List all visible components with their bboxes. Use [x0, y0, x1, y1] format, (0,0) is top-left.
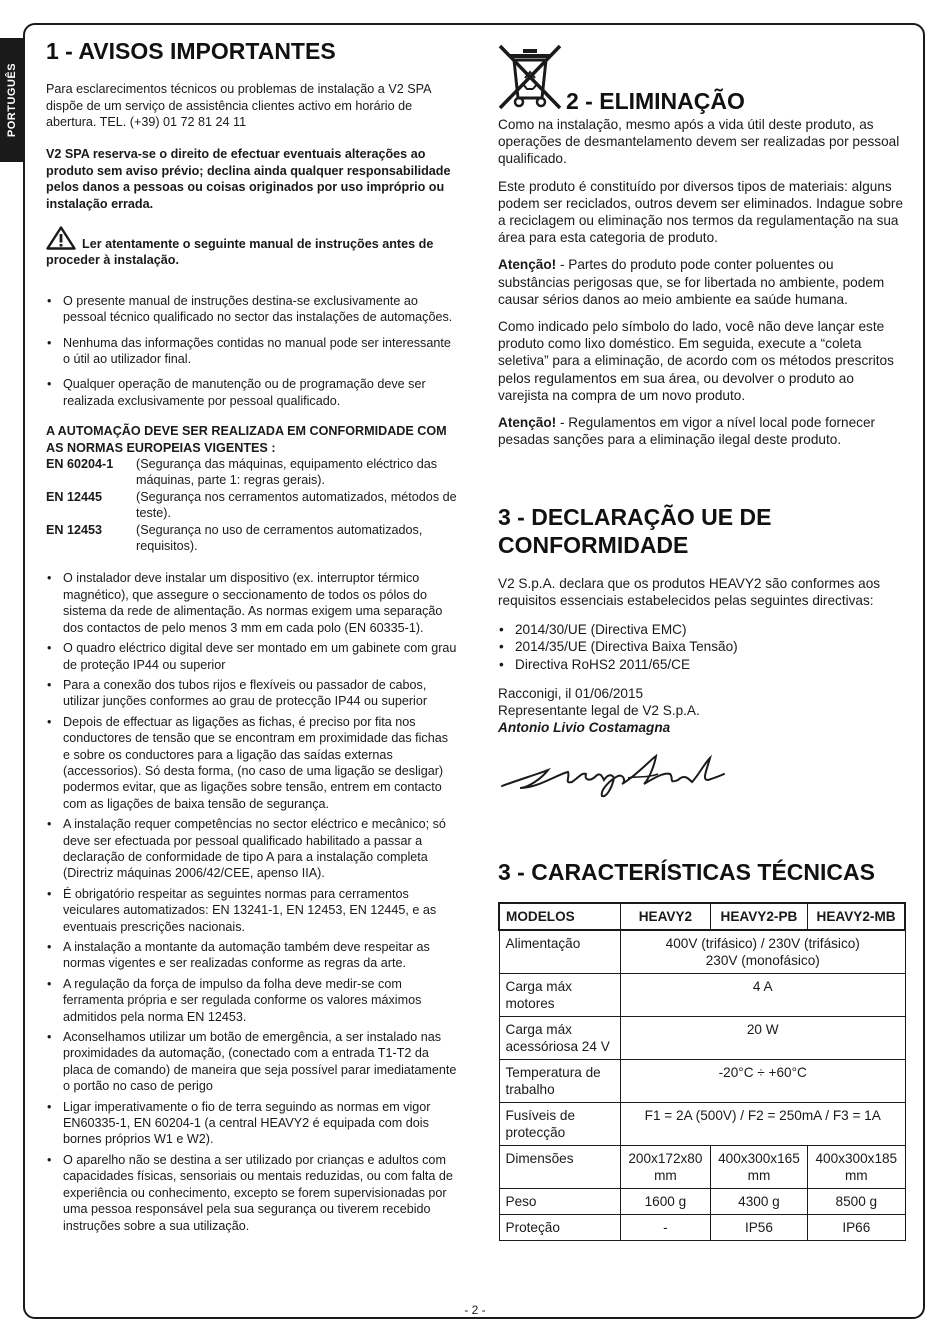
spec-value: 400x300x185 mm — [808, 1146, 905, 1189]
list-item: • A instalação requer competências no sector eléctrico e mecânico; só deve ser efectuada por pessoal qualificado habilitado a passar a declaração de conformidade de tipo A para a instalação completa (Directriz máquinas 2006/42/CEE, apenso IIA). — [46, 816, 458, 882]
right-column — [498, 44, 908, 1241]
specs-table — [498, 902, 906, 1241]
list-item: • Directiva RoHS2 2011/65/CE — [498, 656, 908, 673]
model-column-header: HEAVY2-MB — [808, 903, 905, 930]
list-item: • É obrigatório respeitar as seguintes normas para cerramentos veiculares automatizados: EN 13241-1, EN 12453, EN 12445, e as eventuais prescrições nacionais. — [46, 886, 458, 935]
language-tab — [0, 38, 23, 162]
warning-triangle-icon — [46, 226, 76, 250]
norms-heading: A AUTOMAÇÃO DEVE SER REALIZADA EM CONFORMIDADE COM AS NORMAS EUROPEIAS VIGENTES : — [46, 424, 447, 455]
list-item: • A regulação da força de impulso da folha deve medir-se com ferramenta própria e ser regulada conforme os valores máximos admitidos pela norma EN 12453. — [46, 976, 458, 1025]
list-item: • Aconselhamos utilizar um botão de emergência, a ser instalado nas proximidades da automação, (conectado com a entrada T1-T2 da placa de comando) de maneira que seja possível parar imediatamente o portão no caso de perigo — [46, 1029, 458, 1095]
model-column-header: HEAVY2 — [621, 903, 711, 930]
spec-value: IP56 — [710, 1215, 807, 1241]
standard-code: EN 12453 — [46, 522, 103, 537]
standards-list — [46, 456, 458, 554]
spec-value: 20 W — [621, 1017, 906, 1060]
spec-label: Fusíveis de protecção — [499, 1103, 621, 1146]
list-item: • Para a conexão dos tubos rijos e flexíveis ou passador de cabos, utilizar junções conformes ao grau de protecção IP44 ou superior — [46, 677, 458, 710]
list-item: • Ligar imperativamente o fio de terra seguindo as normas em vigor EN60335-1, EN 60204-1 (a central HEAVY2 é equipada com dois bornes próprios W1 e W2). — [46, 1099, 458, 1148]
spec-value: 200x172x80 mm — [621, 1146, 711, 1189]
standard-code: EN 60204-1 — [46, 457, 114, 472]
disposal-p2: Este produto é constituído por diversos tipos de materiais: alguns podem ser reciclados, outros devem ser eliminados. Indague sobre a reciclagem ou eliminação nos termos da regulamentação na sua área para esta categoria de produto. — [498, 178, 904, 246]
disposal-p1: Como na instalação, mesmo após a vida útil deste produto, as operações de desmantelamento devem ser realizadas por pessoal qualificado. — [498, 117, 900, 167]
spec-label: Peso — [499, 1189, 621, 1215]
model-column-header: HEAVY2-PB — [710, 903, 807, 930]
list-item: • O aparelho não se destina a ser utilizado por crianças e adultos com capacidades físicas, sensoriais ou mentais reduzidas, ou com falta de experiência ou conhecimento, excepto se forem supervisionadas por uma pessoa responsável pela sua segurança ou tiverem recebido instruções sobre a sua utilização. — [46, 1152, 458, 1234]
page-number: - 2 - — [464, 1303, 486, 1317]
list-item: • Qualquer operação de manutenção ou de programação deve ser realizada exclusivamente por pessoal qualificado. — [46, 376, 458, 409]
table-row — [499, 974, 905, 1017]
list-item: • Nenhuma das informações contidas no manual pode ser interessante o útil ao utilizador final. — [46, 335, 458, 368]
spec-value: F1 = 2A (500V) / F2 = 250mA / F3 = 1A — [621, 1103, 906, 1146]
read-warning — [46, 226, 458, 269]
attention-label: Atenção! — [498, 257, 557, 273]
reserve-paragraph: V2 SPA reserva-se o direito de efectuar eventuais alterações ao produto sem aviso prévio; declina ainda qualquer responsabilidade pelos danos a pessoas ou coisas originados por uso impróprio ou instalação errada. — [46, 147, 451, 211]
signatory-name: Antonio Livio Costamagna — [498, 720, 671, 736]
disposal-p4: Como indicado pelo símbolo do lado, você não deve lançar este produto como lixo doméstico. Em seguida, execute a “coleta seletiva” para a eliminação, de acordo com os métodos prescritos pelos regulamentos em sua área, ou devolver o produto ao varejista na compra de um novo produto. — [498, 319, 894, 403]
table-row — [499, 1017, 905, 1060]
place-date: Racconigi, il 01/06/2015 — [498, 685, 644, 701]
standard-description: (Segurança das máquinas, equipamento eléctrico das máquinas, parte 1: regras gerais). — [136, 457, 438, 488]
standard-row — [46, 489, 458, 522]
models-header: MODELOS — [499, 903, 621, 930]
table-row — [499, 1103, 905, 1146]
section-2-title: 2 - ELIMINAÇÃO — [566, 88, 745, 114]
declaration-intro: V2 S.p.A. declara que os produtos HEAVY2 são conformes aos requisitos essenciais estabelecidos pelas seguintes directivas: — [498, 575, 881, 608]
list-item: • O instalador deve instalar um dispositivo (ex. interruptor térmico magnético), que assegure o seccionamento de todos os pólos do sistema da rede de alimentação. As normas exigem uma separação dos contactos de pelo menos 3 mm em cada polo (EN 60335-1). — [46, 570, 458, 636]
disposal-p3: Atenção! - Partes do produto pode conter poluentes ou substâncias perigosas que, se for libertada no ambiente, podem causar sérios danos ao meio ambiente ea saúde humana. — [498, 257, 885, 307]
table-row — [499, 1215, 905, 1241]
list-item: • O presente manual de instruções destina-se exclusivamente ao pessoal técnico qualificado no sector das instalações de automações. — [46, 293, 458, 326]
spec-value: 8500 g — [808, 1189, 905, 1215]
spec-label: Carga máx acessóriosa 24 V — [499, 1017, 621, 1060]
spec-value: - — [621, 1215, 711, 1241]
list-item: • Depois de effectuar as ligações as fichas, é preciso por fita nos conductores de tensão que se encontram em proximidade das fichas e sobre os conductores para a ligação das saídas externas (accessorios). Só desta forma, (no caso de uma ligação se desligar) podermos evitar, que as ligações sobre tensão, entrem em contacto com as ligações de baixa tensão de segurança. — [46, 714, 458, 812]
spec-value: 1600 g — [621, 1189, 711, 1215]
read-warning-text: Ler atentamente o seguinte manual de instruções antes de proceder à instalação. — [46, 236, 434, 268]
table-row — [499, 930, 905, 974]
spec-label: Carga máx motores — [499, 974, 621, 1017]
list-item: • O quadro eléctrico digital deve ser montado em um gabinete com grau de proteção IP44 ou superior — [46, 640, 458, 673]
spec-value: 400x300x165 mm — [710, 1146, 807, 1189]
crossed-out-bin-icon — [498, 44, 562, 110]
list-item: • A instalação a montante da automação também deve respeitar as normas vigentes e ser realizadas conforme as regras da arte. — [46, 939, 458, 972]
directives-list — [498, 621, 908, 673]
installation-notes-list — [46, 570, 458, 1233]
disposal-p5: Atenção! - Regulamentos em vigor a nível local pode fornecer pesadas sanções para a eliminação ilegal deste produto. — [498, 415, 876, 448]
spec-label: Alimentação — [499, 930, 621, 974]
handwritten-signature — [498, 744, 728, 804]
specs-header-row — [499, 903, 905, 930]
spec-label: Dimensões — [499, 1146, 621, 1189]
spec-value: -20°C ÷ +60°C — [621, 1060, 906, 1103]
spec-label: Temperatura de trabalho — [499, 1060, 621, 1103]
section-3-specs-title: 3 - CARACTERÍSTICAS TÉCNICAS — [498, 859, 875, 886]
standard-row — [46, 456, 458, 489]
disposal-header — [498, 44, 908, 116]
spec-value: IP66 — [808, 1215, 905, 1241]
list-item: • 2014/35/UE (Directiva Baixa Tensão) — [498, 638, 908, 655]
attention-label: Atenção! — [498, 415, 557, 431]
table-row — [499, 1146, 905, 1189]
standard-row — [46, 522, 458, 555]
section-3-declaration-title: 3 - DECLARAÇÃO UE DE CONFORMIDADE — [498, 504, 772, 558]
spec-label: Proteção — [499, 1215, 621, 1241]
spec-value: 4300 g — [710, 1189, 807, 1215]
table-row — [499, 1189, 905, 1215]
spec-value: 4 A — [621, 974, 906, 1017]
section-1-title: 1 - AVISOS IMPORTANTES — [46, 38, 336, 64]
representative: Representante legal de V2 S.p.A. — [498, 702, 700, 718]
spec-value: 400V (trifásico) / 230V (trifásico) 230V (monofásico) — [621, 930, 906, 974]
general-notes-list — [46, 293, 458, 409]
standard-description: (Segurança nos cerramentos automatizados, métodos de teste). — [136, 489, 457, 521]
support-paragraph: Para esclarecimentos técnicos ou problemas de instalação a V2 SPA dispõe de um serviço de assistência clientes activo em horário de abertura. TEL. (+39) 01 72 81 24 11 — [46, 82, 431, 129]
standard-code: EN 12445 — [46, 489, 103, 504]
list-item: • 2014/30/UE (Directiva EMC) — [498, 621, 908, 638]
language-label: PORTUGUÊS — [5, 62, 18, 138]
left-column — [46, 38, 458, 1234]
table-row — [499, 1060, 905, 1103]
standard-description: (Segurança no uso de cerramentos automatizados, requisitos). — [136, 522, 423, 554]
